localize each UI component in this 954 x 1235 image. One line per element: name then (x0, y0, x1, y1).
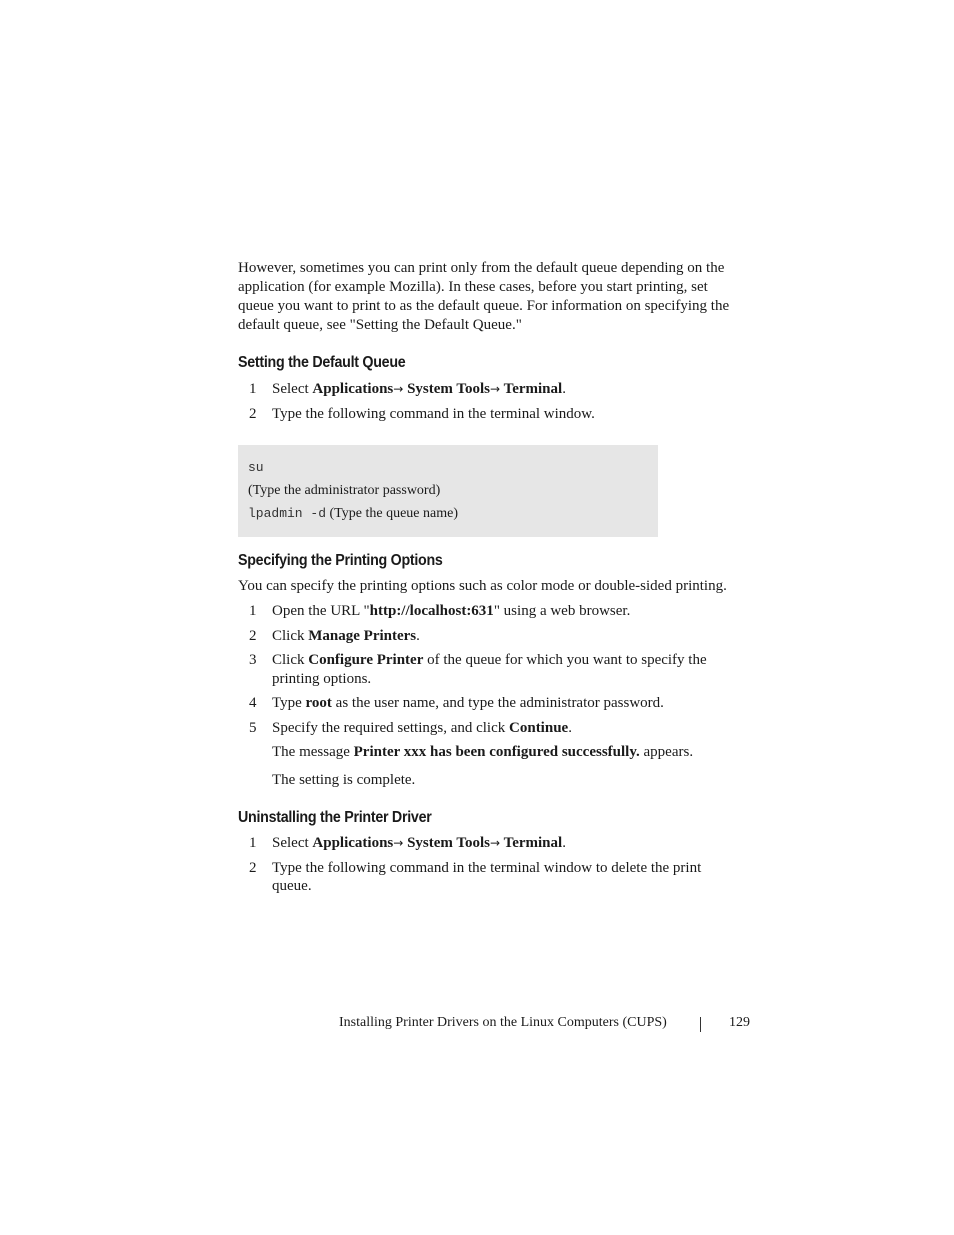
menu-path-terminal: Terminal (500, 381, 563, 397)
step-number: 1 (249, 835, 257, 851)
code-command: lpadmin -d (248, 506, 327, 521)
note-text: appears. (639, 744, 694, 760)
list-item (238, 859, 738, 896)
step-text: . (562, 381, 566, 397)
step-text: . (562, 835, 566, 851)
step-text: Specify the required settings, and click (272, 719, 510, 736)
list-item (238, 602, 738, 621)
footer-chapter-title: Installing Printer Drivers on the Linux Computers (CUPS) (339, 1015, 667, 1030)
printing-options-intro: You can specify the printing options such as color mode or double-sided printing. (238, 578, 727, 594)
message-text: Printer xxx has been configured successfully. (353, 744, 640, 760)
arrow-icon: → (393, 382, 404, 396)
menu-path-terminal: Terminal (500, 835, 563, 851)
list-item (238, 651, 738, 688)
footer-divider (700, 1017, 701, 1032)
step-text: Select (272, 835, 313, 851)
menu-path-applications: Applications (312, 835, 394, 851)
step-text: Type the following command in the terminal window. (272, 405, 595, 422)
printing-options-steps (238, 602, 738, 737)
arrow-icon: → (490, 836, 501, 850)
step-text: . (568, 719, 572, 736)
setting-complete-note: The setting is complete. (272, 772, 416, 788)
step-text: " using a web browser. (493, 603, 631, 619)
list-item (238, 627, 738, 646)
step-text: Select (272, 381, 313, 397)
step-text: of the queue for which you want to specify the printing options. (272, 652, 707, 687)
code-block (238, 445, 658, 537)
uninstalling-steps (238, 834, 738, 896)
code-note: (Type the queue name) (326, 506, 458, 521)
menu-path-system-tools: System Tools (403, 835, 491, 851)
section-heading-printing-options: Specifying the Printing Options (238, 552, 443, 569)
step-number: 1 (249, 603, 257, 619)
intro-paragraph: However, sometimes you can print only from the default queue depending on the application (for example Mozilla). In these cases, before you start printing, set queue you want to print to as the default queue. For information on specifying the default queue, see "Setting the Default Queue." (238, 260, 730, 333)
url-text: http://localhost:631 (369, 603, 494, 619)
arrow-icon: → (393, 836, 404, 850)
step-text: Type (272, 695, 306, 711)
section-heading-uninstalling: Uninstalling the Printer Driver (238, 809, 432, 826)
ui-label-manage-printers: Manage Printers (308, 627, 417, 644)
step-number: 5 (249, 719, 257, 736)
configured-message-note (238, 743, 738, 762)
section-heading-default-queue: Setting the Default Queue (238, 354, 406, 371)
step-text: as the user name, and type the administrator password. (331, 695, 664, 711)
step-number: 3 (249, 652, 257, 668)
step-text: Type the following command in the terminal window to delete the print queue. (272, 859, 702, 894)
list-item (238, 405, 738, 424)
step-number: 2 (249, 627, 257, 644)
code-line: su (248, 460, 264, 475)
ui-label-configure-printer: Configure Printer (308, 652, 424, 668)
step-text: Click (272, 652, 309, 668)
list-item (238, 719, 738, 738)
list-item (238, 380, 738, 399)
step-text: Click (272, 627, 309, 644)
step-number: 1 (249, 381, 257, 397)
ui-label-root: root (305, 695, 332, 711)
menu-path-applications: Applications (312, 381, 394, 397)
step-number: 2 (249, 405, 257, 422)
page-body (238, 259, 738, 896)
step-text: . (416, 627, 420, 644)
list-item (238, 694, 738, 713)
list-item (238, 834, 738, 853)
ui-label-continue: Continue (509, 719, 569, 736)
menu-path-system-tools: System Tools (403, 381, 491, 397)
step-number: 4 (249, 695, 257, 711)
step-number: 2 (249, 859, 257, 876)
arrow-icon: → (490, 382, 501, 396)
page-number: 129 (729, 1015, 750, 1030)
code-line: (Type the administrator password) (248, 483, 441, 498)
default-queue-steps (238, 380, 738, 423)
note-text: The message (272, 744, 354, 760)
step-text: Open the URL " (272, 603, 370, 619)
code-line (248, 502, 648, 525)
